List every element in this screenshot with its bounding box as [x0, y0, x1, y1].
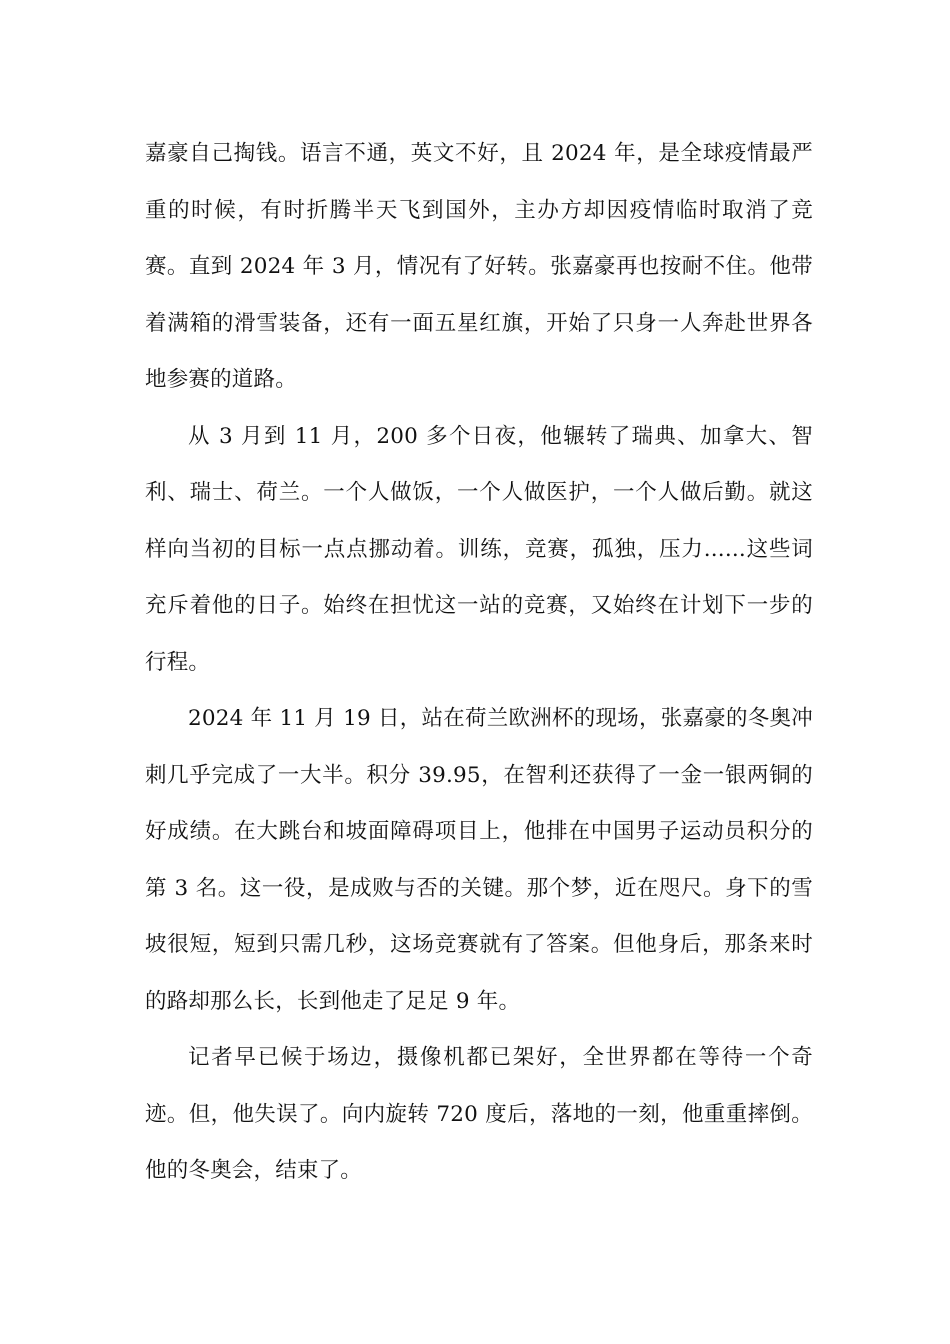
paragraph-2: 从 3 月到 11 月，200 多个日夜，他辗转了瑞典、加拿大、智利、瑞士、荷兰。一个人做饭，一个人做医护，一个人做后勤。就这样向当初的目标一点点挪动着。训练，竞赛，孤独，压力......这些词充斥着他的日子。始终在担忧这一站的竞赛，又始终在计划下一步的行程。: [145, 423, 813, 675]
paragraph-4: 记者早已候于场边，摄像机都已架好，全世界都在等待一个奇迹。但，他失误了。向内旋转 720 度后，落地的一刻，他重重摔倒。他的冬奥会，结束了。: [145, 1045, 813, 1183]
document-body: [145, 126, 813, 1200]
paragraph-3: 2024 年 11 月 19 日，站在荷兰欧洲杯的现场，张嘉豪的冬奥冲刺几乎完成了一大半。积分 39.95，在智利还获得了一金一银两铜的好成绩。在大跳台和坡面障碍项目上，他排在中国男子运动员积分的第 3 名。这一役，是成败与否的关键。那个梦，近在咫尺。身下的雪坡很短，短到只需几秒，这场竞赛就有了答案。但他身后，那条来时的路却那么长，长到他走了足足 9 年。: [145, 706, 813, 1014]
paragraph-1: 嘉豪自己掏钱。语言不通，英文不好，且 2024 年，是全球疫情最严重的时候，有时折腾半天飞到国外，主办方却因疫情临时取消了竞赛。直到 2024 年 3 月，情况有了好转。张嘉豪再也按耐不住。他带着满箱的滑雪装备，还有一面五星红旗，开始了只身一人奔赴世界各地参赛的道路。: [145, 141, 813, 392]
